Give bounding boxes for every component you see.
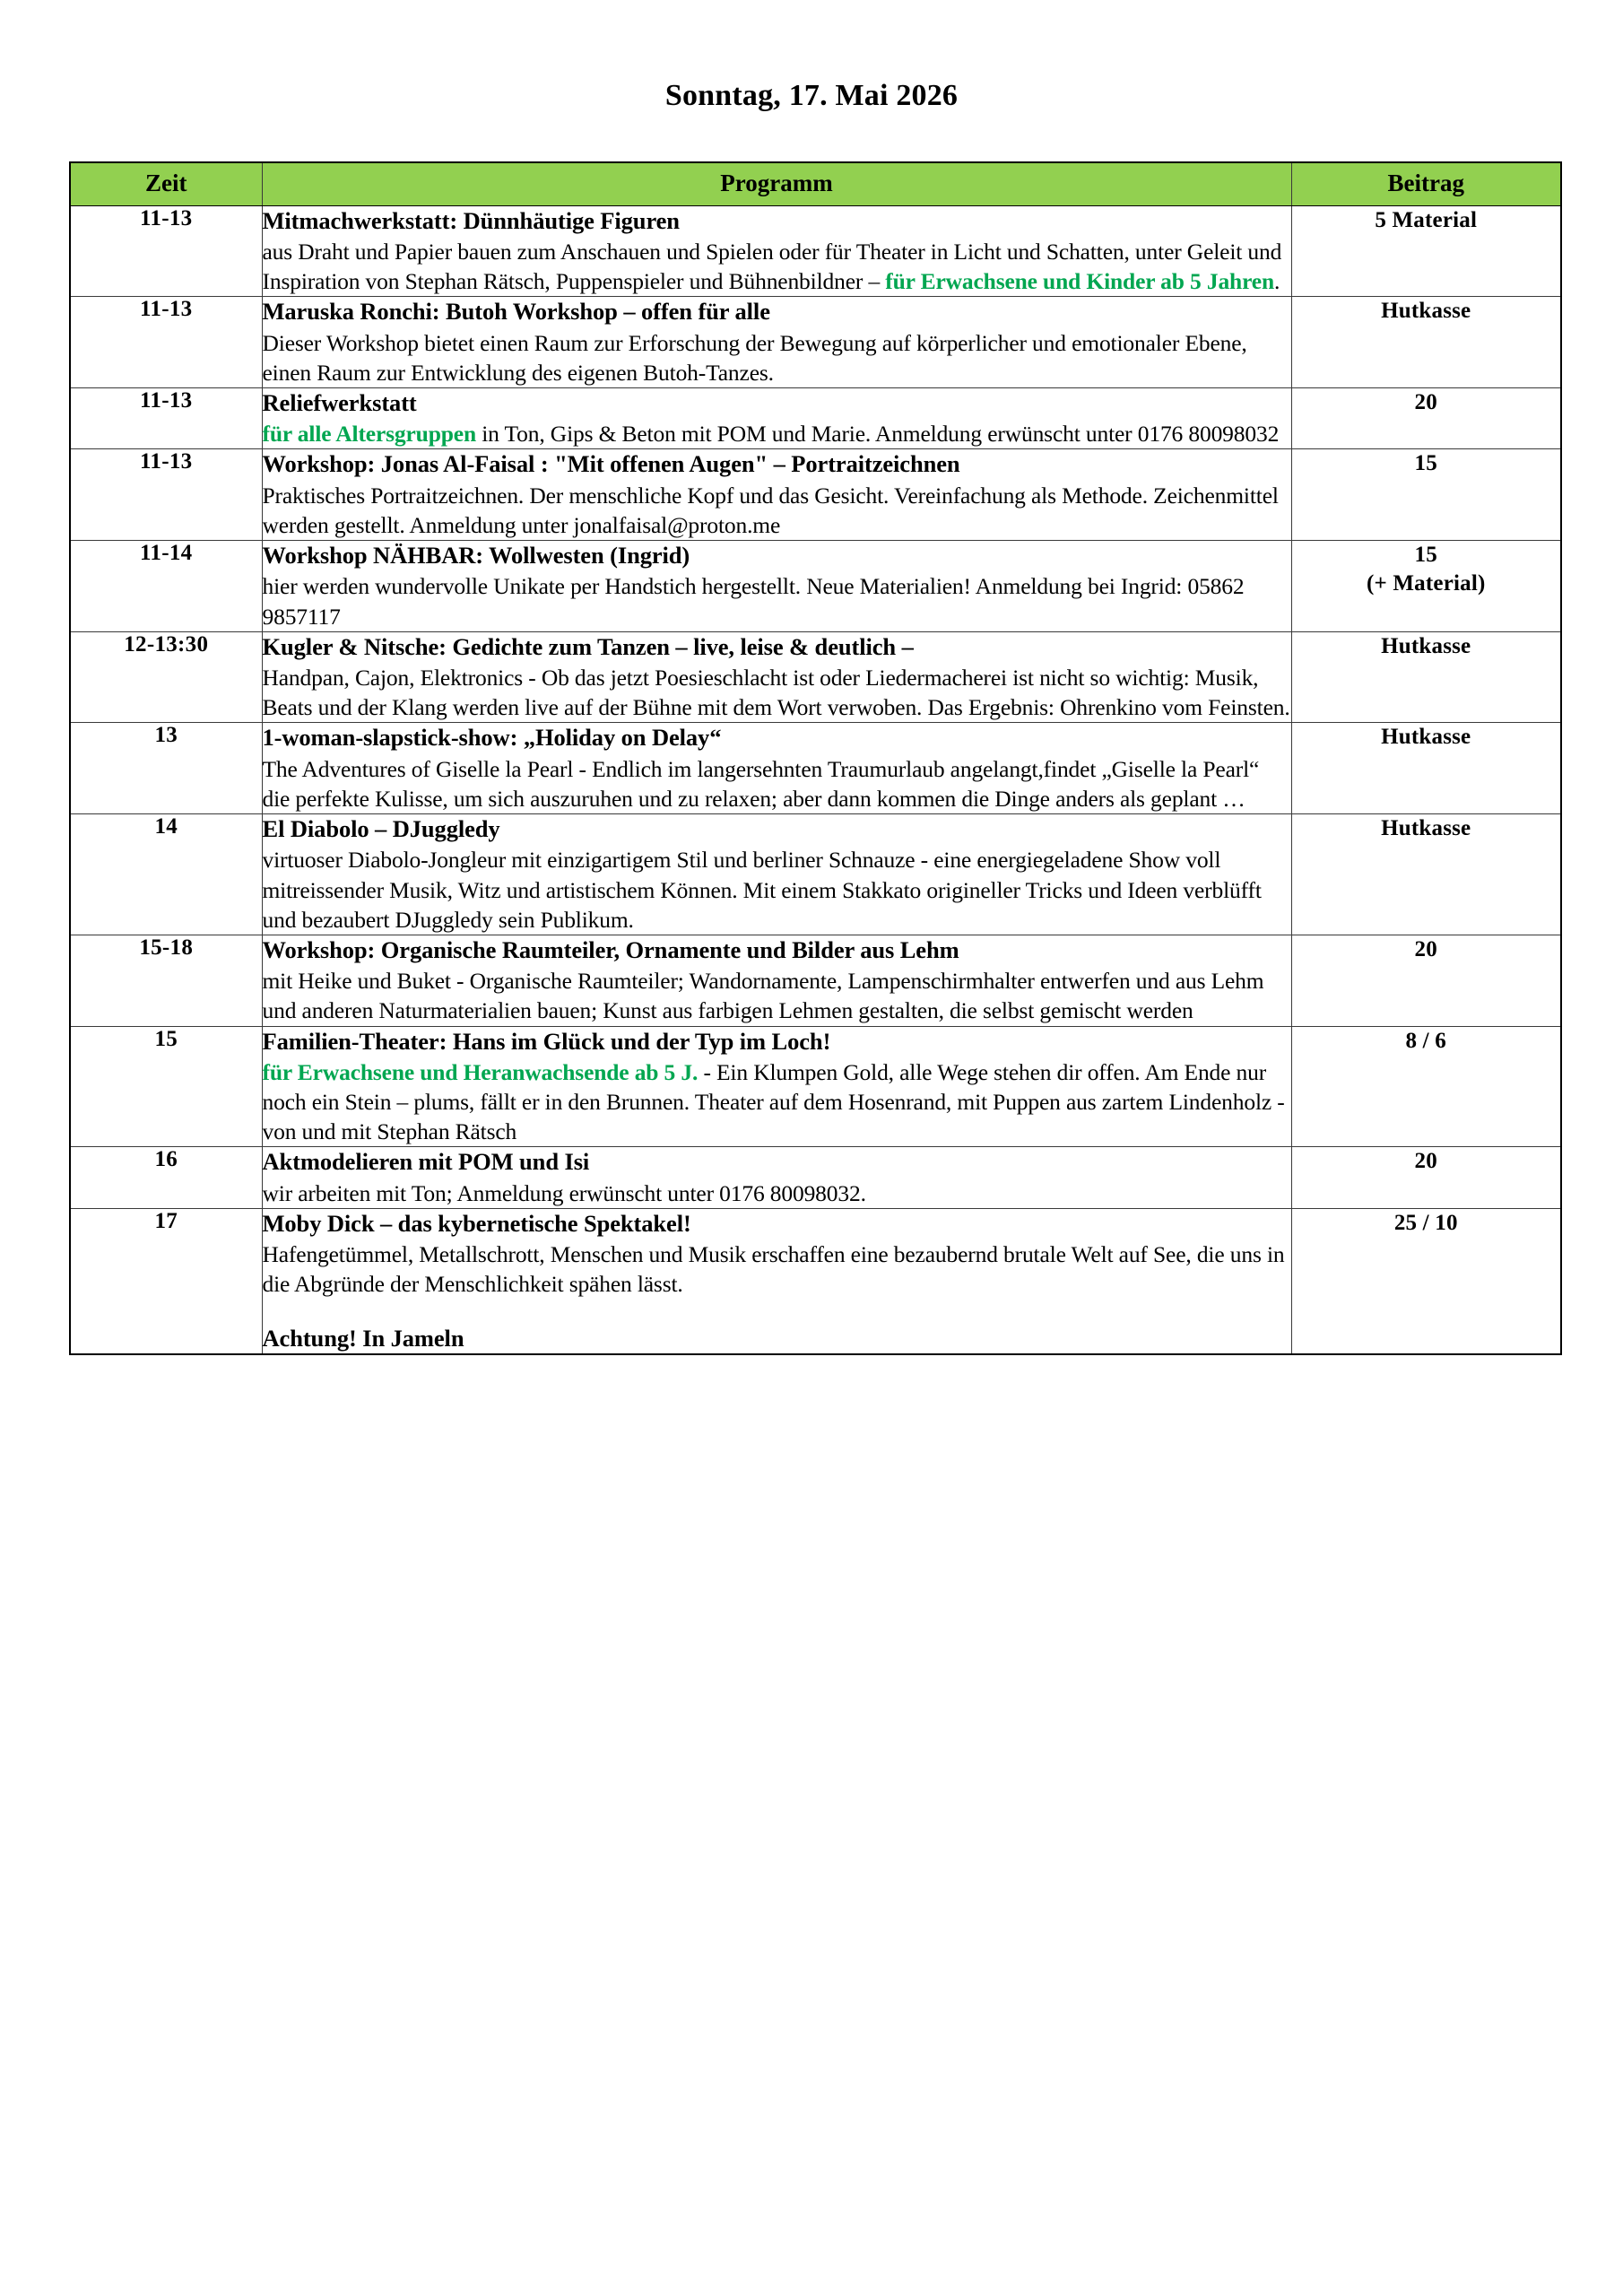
- description-text-trail: in Ton, Gips & Beton mit POM und Marie. Anmeldung erwünscht unter 0176 80098032: [475, 421, 1280, 448]
- cell-programm: [262, 935, 1291, 1026]
- cell-zeit: 15-18: [70, 935, 262, 1026]
- table-row: [70, 814, 1561, 935]
- cell-zeit: 11-13: [70, 387, 262, 449]
- cell-zeit: 17: [70, 1208, 262, 1354]
- beitrag-value: 20: [1414, 1149, 1437, 1174]
- beitrag-value: 25 / 10: [1393, 1210, 1458, 1235]
- audience-highlight: für Erwachsene und Heranwachsende ab 5 J.: [262, 1058, 699, 1085]
- table-header: [70, 162, 1561, 205]
- programm-title: El Diabolo – DJuggledy: [262, 815, 500, 843]
- cell-beitrag: [1291, 631, 1561, 723]
- programm-title: Familien-Theater: Hans im Glück und der Typ im Loch!: [262, 1027, 831, 1055]
- beitrag-value: 20: [1414, 389, 1437, 414]
- beitrag-value: 8 / 6: [1405, 1028, 1446, 1053]
- table-row: [70, 935, 1561, 1026]
- programm-note: Achtung! In Jameln: [262, 1324, 464, 1352]
- beitrag-value: Hutkasse: [1381, 633, 1471, 658]
- programm-title: Maruska Ronchi: Butoh Workshop – offen für alle: [262, 298, 770, 326]
- table-row: [70, 723, 1561, 814]
- description-text-lead: Handpan, Cajon, Elektronics - Ob das jetzt Poesieschlacht ist oder Liedermacherei ist nicht so wichtig: Musik, Beats und der Klang werden live auf der Bühne mit dem Wort verwoben. Das Ergebnis: Ohrenkino vom Feinsten.: [262, 665, 1290, 721]
- programm-title: Mitmachwerkstatt: Dünnhäutige Figuren: [262, 206, 680, 234]
- cell-beitrag: [1291, 297, 1561, 388]
- cell-programm: [262, 1147, 1291, 1209]
- cell-programm: [262, 449, 1291, 541]
- programm-description: [263, 571, 1291, 631]
- cell-zeit: 16: [70, 1147, 262, 1209]
- description-text-lead: mit Heike und Buket - Organische Raumteiler; Wandornamente, Lampenschirmhalter entwerfen und aus Lehm und anderen Naturmaterialien bauen; Kunst aus farbigen Lehmen gestalten, die selbst gemischt werden: [262, 968, 1264, 1024]
- cell-zeit: 13: [70, 723, 262, 814]
- programm-description: [263, 1057, 1291, 1146]
- audience-highlight: für alle Altersgruppen: [262, 421, 476, 448]
- cell-beitrag: [1291, 935, 1561, 1026]
- description-text-lead: The Adventures of Giselle la Pearl - Endlich im langersehnten Traumurlaub angelangt,findet „Giselle la Pearl“ die perfekte Kulisse, um sich auszuruhen und zu relaxen; aber dann kommen die Dinge anders als geplant …: [262, 755, 1260, 812]
- cell-zeit: 11-14: [70, 541, 262, 632]
- cell-beitrag: [1291, 387, 1561, 449]
- programm-description: [263, 419, 1291, 448]
- cell-beitrag: [1291, 1026, 1561, 1147]
- programm-description: [263, 754, 1291, 813]
- cell-zeit: 12-13:30: [70, 631, 262, 723]
- column-header-zeit: Zeit: [70, 162, 262, 205]
- beitrag-value: 20: [1414, 936, 1437, 961]
- cell-programm: [262, 723, 1291, 814]
- schedule-table: [69, 161, 1562, 1355]
- description-text-lead: virtuoser Diabolo-Jongleur mit einzigartigem Stil und berliner Schnauze - eine energiegeladene Show voll mitreissender Musik, Witz und artistischem Können. Mit einem Stakkato origineller Tricks und Ideen verblüfft und bezaubert DJuggledy sein Publikum.: [262, 847, 1262, 933]
- table-header-row: [70, 162, 1561, 205]
- programm-description: [263, 1239, 1291, 1299]
- programm-title: Moby Dick – das kybernetische Spektakel!: [262, 1209, 691, 1237]
- cell-programm: [262, 814, 1291, 935]
- cell-programm: [262, 387, 1291, 449]
- page-title: Sonntag, 17. Mai 2026: [664, 79, 959, 112]
- table-row: [70, 1208, 1561, 1354]
- programm-title: Workshop: Jonas Al-Faisal : "Mit offenen Augen" – Portraitzeichnen: [262, 450, 960, 478]
- programm-title: Workshop: Organische Raumteiler, Ornamente und Bilder aus Lehm: [262, 935, 959, 963]
- cell-beitrag: [1291, 1208, 1561, 1354]
- table-row: [70, 1147, 1561, 1209]
- table-row: [70, 387, 1561, 449]
- description-text-lead: wir arbeiten mit Ton; Anmeldung erwünscht unter 0176 80098032.: [262, 1179, 866, 1206]
- programm-title: Workshop NÄHBAR: Wollwesten (Ingrid): [262, 542, 690, 570]
- description-text-trail: .: [1274, 268, 1280, 295]
- programm-title: Kugler & Nitsche: Gedichte zum Tanzen – live, leise & deutlich –: [262, 632, 914, 660]
- description-text-lead: aus Draht und Papier bauen zum Anschauen und Spielen oder für Theater in Licht und Schatten, unter Geleit und Inspiration von Stephan Rätsch, Puppenspieler und Bühnenbildner –: [262, 239, 1282, 295]
- cell-programm: [262, 1208, 1291, 1354]
- beitrag-note: (+ Material): [1366, 571, 1486, 596]
- cell-programm: [262, 541, 1291, 632]
- beitrag-value: 15: [1414, 451, 1437, 476]
- programm-description: [263, 481, 1291, 540]
- table-row: [70, 297, 1561, 388]
- programm-description: [263, 966, 1291, 1025]
- table-row: [70, 205, 1561, 297]
- cell-beitrag: [1291, 814, 1561, 935]
- programm-description: [263, 845, 1291, 934]
- cell-beitrag: [1291, 541, 1561, 632]
- table-body: [70, 205, 1561, 1354]
- beitrag-value: Hutkasse: [1381, 725, 1471, 750]
- programm-description: [263, 663, 1291, 722]
- beitrag-value: Hutkasse: [1381, 816, 1471, 841]
- column-header-beitrag: Beitrag: [1291, 162, 1561, 205]
- description-text-lead: Praktisches Portraitzeichnen. Der menschliche Kopf und das Gesicht. Vereinfachung als Methode. Zeichenmittel werden gestellt. Anmeldung unter jonalfaisal@proton.me: [262, 482, 1279, 538]
- programm-title: Reliefwerkstatt: [262, 388, 417, 416]
- description-text-lead: Hafengetümmel, Metallschrott, Menschen und Musik erschaffen eine bezaubernd brutale Welt auf See, die uns in die Abgründe der Menschlichkeit spähen lässt.: [262, 1241, 1285, 1298]
- cell-zeit: 11-13: [70, 449, 262, 541]
- programm-title: 1-woman-slapstick-show: „Holiday on Delay“: [262, 724, 722, 752]
- column-header-programm: Programm: [262, 162, 1291, 205]
- description-text-lead: hier werden wundervolle Unikate per Handstich hergestellt. Neue Materialien! Anmeldung bei Ingrid: 05862 9857117: [262, 573, 1245, 630]
- cell-zeit: 15: [70, 1026, 262, 1147]
- cell-beitrag: [1291, 205, 1561, 297]
- programm-description: [263, 1178, 1291, 1208]
- cell-programm: [262, 205, 1291, 297]
- cell-programm: [262, 631, 1291, 723]
- cell-programm: [262, 297, 1291, 388]
- programm-title: Aktmodelieren mit POM und Isi: [262, 1148, 590, 1176]
- cell-beitrag: [1291, 723, 1561, 814]
- beitrag-value: 5 Material: [1375, 207, 1478, 232]
- schedule-table-container: [0, 161, 1623, 1355]
- cell-beitrag: [1291, 1147, 1561, 1209]
- beitrag-value: 15: [1414, 543, 1437, 568]
- cell-zeit: 14: [70, 814, 262, 935]
- cell-zeit: 11-13: [70, 205, 262, 297]
- audience-highlight: für Erwachsene und Kinder ab 5 Jahren: [885, 268, 1274, 295]
- cell-zeit: 11-13: [70, 297, 262, 388]
- beitrag-value: Hutkasse: [1381, 299, 1471, 324]
- cell-beitrag: [1291, 449, 1561, 541]
- programm-description: [263, 237, 1291, 296]
- table-row: [70, 1026, 1561, 1147]
- description-text-lead: Dieser Workshop bietet einen Raum zur Erforschung der Bewegung auf körperlicher und emotionaler Ebene, einen Raum zur Entwicklung des eigenen Butoh-Tanzes.: [262, 329, 1247, 386]
- description-text-trail: - Ein Klumpen Gold, alle Wege stehen dir offen. Am Ende nur noch ein Stein – plums, fällt er in den Brunnen. Theater auf dem Hosenrand, mit Puppen aus zartem Lindenholz - von und mit Stephan Rätsch: [262, 1058, 1285, 1145]
- table-row: [70, 541, 1561, 632]
- table-row: [70, 449, 1561, 541]
- table-row: [70, 631, 1561, 723]
- programm-description: [263, 328, 1291, 387]
- cell-programm: [262, 1026, 1291, 1147]
